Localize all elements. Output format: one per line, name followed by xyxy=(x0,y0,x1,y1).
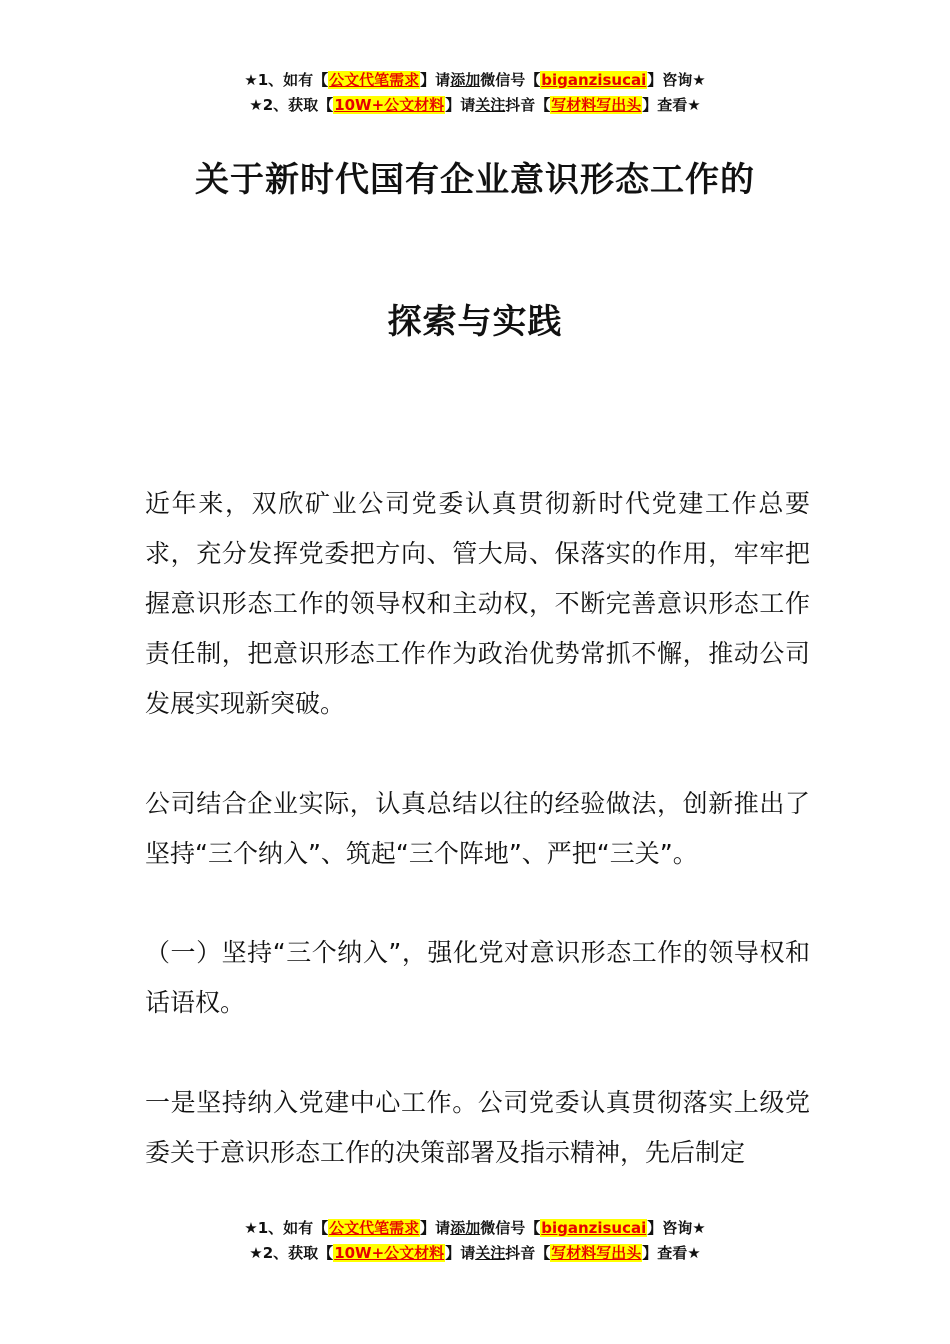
promo-highlight: 10W+公文材料 xyxy=(334,1244,445,1262)
promo-underline: 关注 xyxy=(475,1244,506,1262)
promo-highlight: 公文代笔需求 xyxy=(329,1219,420,1237)
promo-text: 】请 xyxy=(420,71,451,89)
promo-text: 】请 xyxy=(420,1219,451,1237)
promo-underline: 添加 xyxy=(450,71,481,89)
document-title-line-1: 关于新时代国有企业意识形态工作的 xyxy=(195,160,755,200)
promo-text: 】咨询★ xyxy=(647,71,706,89)
header-promo xyxy=(0,68,950,118)
promo-text: 】查看★ xyxy=(642,96,701,114)
promo-highlight: 写材料写出头 xyxy=(551,1244,642,1262)
promo-text: ★2、获取【 xyxy=(249,1244,334,1262)
promo-underline: 添加 xyxy=(450,1219,481,1237)
header-promo-line-1 xyxy=(0,68,950,93)
footer-promo-line-1 xyxy=(0,1216,950,1241)
promo-text: ★1、如有【 xyxy=(244,1219,329,1237)
promo-text: ★2、获取【 xyxy=(249,96,334,114)
promo-text: 微信号【 xyxy=(480,71,541,89)
section-heading-1: （一）坚持“三个纳入”，强化党对意识形态工作的领导权和话语权。 xyxy=(145,938,810,1017)
footer-promo-line-2 xyxy=(0,1241,950,1266)
promo-text: 】请 xyxy=(445,96,476,114)
promo-highlight: biganzisucai xyxy=(541,1219,647,1237)
promo-text: ★1、如有【 xyxy=(244,71,329,89)
promo-text: 】查看★ xyxy=(642,1244,701,1262)
promo-underline: 关注 xyxy=(475,96,506,114)
promo-highlight: biganzisucai xyxy=(541,71,647,89)
footer-promo xyxy=(0,1216,950,1266)
promo-highlight: 公文代笔需求 xyxy=(329,71,420,89)
body-paragraph-2: 公司结合企业实际，认真总结以往的经验做法，创新推出了坚持“三个纳入”、筑起“三个阵地”、严把“三关”。 xyxy=(145,789,810,868)
promo-highlight: 写材料写出头 xyxy=(551,96,642,114)
body-paragraph-3: 一是坚持纳入党建中心工作。公司党委认真贯彻落实上级党委关于意识形态工作的决策部署及指示精神，先后制定 xyxy=(145,1088,810,1167)
promo-highlight: 10W+公文材料 xyxy=(334,96,445,114)
document-title-line-2: 探索与实践 xyxy=(387,302,563,342)
header-promo-line-2 xyxy=(0,93,950,118)
promo-text: 抖音【 xyxy=(505,1244,551,1262)
promo-text: 】咨询★ xyxy=(647,1219,706,1237)
promo-text: 】请 xyxy=(445,1244,476,1262)
promo-text: 抖音【 xyxy=(505,96,551,114)
promo-text: 微信号【 xyxy=(480,1219,541,1237)
body-paragraph-1: 近年来，双欣矿业公司党委认真贯彻新时代党建工作总要求，充分发挥党委把方向、管大局、保落实的作用，牢牢把握意识形态工作的领导权和主动权，不断完善意识形态工作责任制，把意识形态工作作为政治优势常抓不懈，推动公司发展实现新突破。 xyxy=(145,489,810,718)
